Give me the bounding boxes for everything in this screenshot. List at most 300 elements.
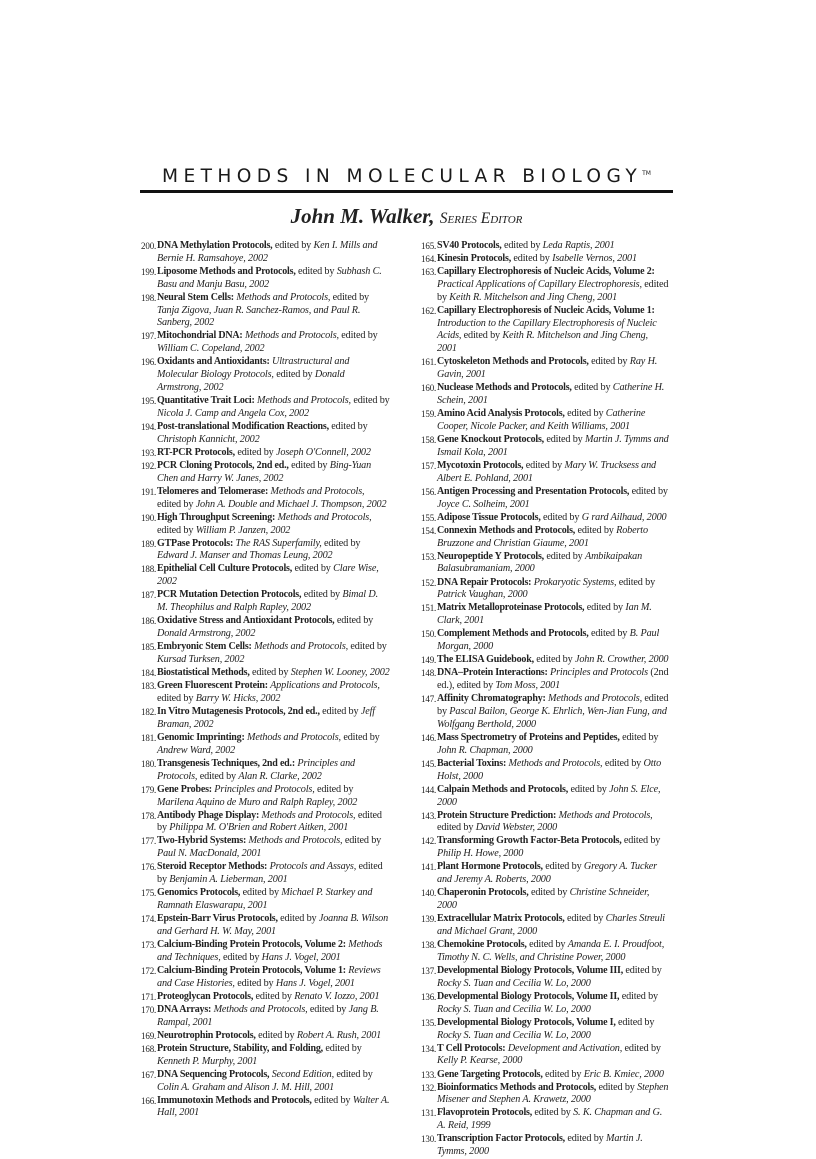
- book-editors: Clare Wise, 2002: [157, 563, 379, 588]
- book-subtitle: Methods and Protocols,: [246, 835, 343, 847]
- book-editors: William P. Janzen, 2002: [195, 524, 291, 536]
- volume-number: 173.: [141, 940, 157, 951]
- book-editors: Barry W. Hicks, 2002: [195, 692, 281, 704]
- book-entry: [422, 602, 670, 628]
- edited-by-text: edited by: [564, 913, 606, 925]
- book-entry: [422, 758, 670, 784]
- book-editors: Roberto Bruzzone and Christian Giaume, 2001: [437, 524, 648, 549]
- book-editors: Pascal Bailon, George K. Ehrlich, Wen-Jian Fung, and Wolfgang Berthold, 2000: [437, 706, 667, 730]
- book-entry: [142, 861, 390, 887]
- book-editors: Philippa M. O'Brien and Robert Aitken, 2001: [169, 822, 349, 834]
- book-entry: [142, 447, 390, 460]
- book-editors: John A. Double and Michael J. Thompson, 2002: [195, 498, 387, 510]
- book-title: Gene Knockout Protocols,: [437, 434, 544, 446]
- book-subtitle: Practical Applications of Capillary Electrophoresis,: [437, 278, 642, 290]
- book-entry: [142, 706, 390, 732]
- book-editors: Renato V. Iozzo, 2001: [294, 990, 380, 1002]
- book-editors: Rocky S. Tuan and Cecilia W. Lo, 2000: [437, 1029, 591, 1041]
- book-editors: Catherine H. Schein, 2001: [437, 382, 665, 407]
- book-subtitle: Principles and Protocols: [547, 667, 648, 679]
- volume-number: 143.: [421, 810, 437, 821]
- book-editors: Leda Raptis, 2001: [542, 240, 615, 251]
- book-editors: Benjamin A. Lieberman, 2001: [169, 874, 288, 886]
- edited-by-text: edited by: [621, 835, 661, 847]
- book-title: Cytoskeleton Methods and Protocols,: [437, 356, 589, 368]
- book-editors: Kenneth P. Murphy, 2001: [157, 1055, 258, 1067]
- volume-number: 187.: [141, 590, 157, 601]
- edited-by-text: edited by: [615, 1016, 655, 1028]
- book-title: Oxidants and Antioxidants:: [157, 356, 270, 368]
- book-editors: Philip H. Howe, 2000: [437, 848, 524, 860]
- book-entry: [142, 641, 390, 667]
- volume-number: 133.: [421, 1069, 437, 1080]
- volume-number: 177.: [141, 836, 157, 847]
- book-entry: [142, 589, 390, 615]
- edited-by-text: edited by: [273, 369, 315, 381]
- book-editors: Joseph O'Connell, 2002: [276, 446, 371, 458]
- edited-by-text: edited by: [301, 589, 343, 601]
- book-subtitle: Reviews and Case Histories,: [157, 964, 381, 989]
- edited-by-text: (2nd ed.), edited by: [437, 667, 669, 692]
- book-entry: [422, 408, 670, 434]
- book-entry: [142, 266, 390, 292]
- edited-by-text: edited by: [249, 667, 291, 679]
- edited-by-text: edited by: [234, 446, 276, 458]
- book-editors: Patrick Vaughan, 2000: [437, 589, 528, 601]
- book-title: Telomeres and Telomerase:: [157, 485, 269, 497]
- volume-number: 153.: [421, 551, 437, 562]
- volume-number: 140.: [421, 888, 437, 899]
- book-subtitle: Principles and Protocols,: [211, 783, 315, 795]
- book-editors: Stephen Misener and Stephen A. Krawetz, 2000: [437, 1081, 669, 1106]
- book-editors: Keith R. Mitchelson and Jing Cheng, 2001: [437, 330, 648, 355]
- volume-number: 159.: [421, 409, 437, 420]
- edited-by-text: edited by: [596, 1081, 638, 1093]
- volume-number: 164.: [421, 254, 437, 265]
- edited-by-text: edited by: [437, 278, 669, 303]
- edited-by-text: edited by: [568, 783, 610, 795]
- book-title: Bioinformatics Methods and Protocols,: [437, 1081, 597, 1093]
- edited-by-text: edited by: [350, 395, 390, 407]
- book-entry: [422, 810, 670, 836]
- book-title: RT-PCR Protocols,: [157, 446, 235, 458]
- book-entry: [142, 486, 390, 512]
- book-subtitle: Methods and Protocols,: [251, 641, 349, 653]
- book-entry: [422, 512, 670, 525]
- book-entry: [422, 913, 670, 939]
- book-entry: [142, 615, 390, 641]
- book-title: Flavoprotein Protocols,: [437, 1107, 533, 1119]
- series-title: [140, 166, 673, 187]
- book-subtitle: Applications and Protocols,: [267, 680, 380, 692]
- volume-number: 192.: [141, 460, 157, 471]
- volume-number: 180.: [141, 758, 157, 769]
- edited-by-text: edited by: [311, 1094, 353, 1106]
- book-editors: Tanja Zigova, Juan R. Sanchez-Ramos, and Paul R. Sanberg, 2002: [157, 304, 361, 329]
- edited-by-text: edited by: [437, 693, 669, 718]
- edited-by-text: edited by: [328, 420, 368, 432]
- edited-by-text: edited by: [511, 253, 553, 265]
- book-editors: Andrew Ward, 2002: [157, 744, 236, 756]
- trademark-mark: TM: [642, 169, 651, 177]
- book-title: Proteoglycan Protocols,: [157, 990, 254, 1002]
- book-subtitle: Methods and Protocols,: [545, 693, 642, 705]
- book-entry: [422, 486, 670, 512]
- book-title: Plant Hormone Protocols,: [437, 861, 543, 873]
- book-title: Adipose Tissue Protocols,: [437, 511, 541, 523]
- book-editors: Ken I. Mills and Bernie H. Ramsahoye, 2002: [157, 240, 378, 264]
- book-entry: [142, 680, 390, 706]
- volume-number: 186.: [141, 616, 157, 627]
- book-editors: Rocky S. Tuan and Cecilia W. Lo, 2000: [437, 1003, 591, 1015]
- book-entry: [142, 292, 390, 330]
- book-editors: Colin A. Graham and Alison J. M. Hill, 2001: [157, 1081, 335, 1093]
- book-subtitle: Methods and Protocols,: [259, 809, 356, 821]
- book-editors: John R. Chapman, 2000: [437, 744, 533, 756]
- book-editors: Donald Armstrong, 2002: [157, 369, 345, 393]
- book-title: Developmental Biology Protocols, Volume I,: [437, 1016, 616, 1028]
- edited-by-text: edited by: [157, 692, 196, 704]
- book-entry: [142, 1043, 390, 1069]
- book-entry: [422, 1107, 670, 1133]
- volume-number: 200.: [141, 241, 157, 251]
- volume-number: 150.: [421, 629, 437, 640]
- book-title: Liposome Methods and Protocols,: [157, 265, 296, 277]
- book-editors: Edward J. Manser and Thomas Leung, 2002: [157, 550, 333, 562]
- volume-number: 142.: [421, 836, 437, 847]
- book-subtitle: Methods and Techniques,: [157, 939, 383, 963]
- book-title: Immunotoxin Methods and Protocols,: [157, 1094, 312, 1106]
- book-entry: [142, 563, 390, 589]
- book-title: Genomics Protocols,: [157, 887, 241, 899]
- book-entry: [142, 538, 390, 564]
- edited-by-text: edited by: [564, 1133, 607, 1145]
- book-entry: [142, 887, 390, 913]
- edited-by-text: edited by: [288, 459, 330, 471]
- book-editors: Bimal D. M. Theophilus and Ralph Rapley, 2002: [157, 589, 378, 614]
- book-title: Affinity Chromatography:: [437, 693, 546, 705]
- volume-number: 184.: [141, 668, 157, 679]
- book-title: Connexin Methods and Protocols,: [437, 524, 576, 536]
- book-editors: Walter A. Hall, 2001: [157, 1094, 390, 1119]
- book-title: Antibody Phage Display:: [157, 809, 260, 821]
- book-title: Gene Targeting Protocols,: [437, 1068, 543, 1080]
- book-entry: [422, 939, 670, 965]
- book-title: Biostatistical Methods,: [157, 667, 250, 679]
- book-editors: Keith R. Mitchelson and Jing Cheng, 2001: [449, 291, 618, 303]
- book-editors: Nicola J. Camp and Angela Cox, 2002: [157, 407, 309, 419]
- edited-by-text: edited by: [543, 434, 586, 446]
- edited-by-text: edited by: [330, 291, 369, 303]
- book-title: Quantitative Trait Loci:: [157, 395, 255, 407]
- volume-number: 175.: [141, 888, 157, 899]
- book-title: Genomic Imprinting:: [157, 731, 245, 743]
- volume-number: 138.: [421, 940, 437, 951]
- book-editors: David Webster, 2000: [475, 822, 558, 834]
- edited-by-text: edited by: [157, 809, 382, 834]
- book-editors: Bing-Yuan Chen and Harry W. Janes, 2002: [157, 459, 372, 484]
- book-entry: [142, 758, 390, 784]
- book-title: Steroid Receptor Methods:: [157, 861, 268, 873]
- volume-number: 131.: [421, 1108, 437, 1119]
- book-editors: Kursad Turksen, 2002: [157, 653, 245, 665]
- book-editors: Martin J. Tymms, 2000: [437, 1133, 643, 1158]
- volume-number: 198.: [141, 292, 157, 303]
- edited-by-text: edited by: [307, 1003, 349, 1015]
- volume-number: 158.: [421, 435, 437, 446]
- edited-by-text: edited by: [253, 990, 295, 1002]
- book-editors: Christine Schneider, 2000: [437, 887, 650, 912]
- volume-number: 190.: [141, 512, 157, 523]
- book-title: Epstein-Barr Virus Protocols,: [157, 913, 278, 925]
- book-entry: [142, 784, 390, 810]
- volume-number: 178.: [141, 810, 157, 821]
- edited-by-text: edited by: [564, 408, 606, 420]
- book-entry: [422, 861, 670, 887]
- book-subtitle: The RAS Superfamily,: [233, 537, 322, 549]
- series-editor: [140, 204, 673, 229]
- book-title: Matrix Metalloproteinase Protocols,: [437, 602, 585, 614]
- book-title: Protein Structure, Stability, and Folding,: [157, 1042, 323, 1054]
- volume-number: 168.: [141, 1043, 157, 1054]
- volume-number: 179.: [141, 784, 157, 795]
- volume-number: 193.: [141, 447, 157, 458]
- edited-by-text: edited by: [333, 1068, 373, 1080]
- edited-by-text: edited by: [240, 887, 282, 899]
- book-title: Transgenesis Techniques, 2nd ed.:: [157, 757, 295, 769]
- book-entry: [422, 835, 670, 861]
- edited-by-text: edited by: [523, 459, 565, 471]
- book-title: Calcium-Binding Protein Protocols, Volume 2:: [157, 939, 346, 951]
- volume-number: 196.: [141, 357, 157, 368]
- volume-number: 160.: [421, 383, 437, 394]
- book-entry: [142, 939, 390, 965]
- edited-by-text: edited by: [348, 641, 387, 653]
- book-editors: Otto Holst, 2000: [437, 757, 662, 782]
- volume-number: 156.: [421, 486, 437, 497]
- edited-by-text: edited by: [292, 563, 334, 575]
- volume-number: 149.: [421, 655, 437, 666]
- book-entry: [422, 887, 670, 913]
- book-subtitle: Methods and Protocols,: [244, 731, 341, 743]
- volume-number: 170.: [141, 1004, 157, 1015]
- book-entry: [422, 628, 670, 654]
- book-entry: [422, 991, 670, 1017]
- edited-by-text: edited by: [623, 964, 662, 976]
- book-subtitle: Second Edition,: [269, 1068, 334, 1080]
- book-editors: Ian M. Clark, 2001: [437, 602, 652, 627]
- book-entry: [422, 577, 670, 603]
- book-subtitle: Methods and Protocols,: [211, 1003, 308, 1015]
- edited-by-text: edited by: [528, 887, 570, 899]
- volume-number: 152.: [421, 577, 437, 588]
- edited-by-text: edited by: [540, 511, 582, 523]
- book-title: DNA Methylation Protocols,: [157, 240, 273, 251]
- volume-number: 137.: [421, 965, 437, 976]
- book-editors: B. Paul Morgan, 2000: [437, 628, 660, 653]
- volume-number: 176.: [141, 862, 157, 873]
- edited-by-text: edited by: [234, 977, 276, 989]
- book-subtitle: Protocols and Assays,: [267, 861, 357, 873]
- book-editors: John S. Elce, 2000: [437, 783, 661, 808]
- book-editors: Jang B. Rampal, 2001: [157, 1003, 379, 1028]
- book-title: Transforming Growth Factor-Beta Protocols,: [437, 835, 622, 847]
- book-entry: [422, 240, 670, 253]
- volume-number: 171.: [141, 991, 157, 1002]
- volume-number: 146.: [421, 732, 437, 743]
- book-editors: Gregory A. Tucker and Jeremy A. Roberts, 2000: [437, 861, 657, 886]
- book-entry: [422, 667, 670, 693]
- editor-role: Series Editor: [439, 210, 523, 227]
- book-title: Extracellular Matrix Protocols,: [437, 913, 565, 925]
- edited-by-text: edited by: [575, 524, 617, 536]
- book-title: T Cell Protocols:: [437, 1042, 506, 1054]
- book-subtitle: Introduction to the Capillary Electrophoresis of Nucleic Acids,: [437, 317, 657, 342]
- book-editors: Ray H. Gavin, 2001: [437, 356, 658, 381]
- book-title: Epithelial Cell Culture Protocols,: [157, 563, 293, 575]
- volume-number: 145.: [421, 758, 437, 769]
- edited-by-text: edited by: [197, 770, 239, 782]
- book-title: DNA Arrays:: [157, 1003, 212, 1015]
- book-subtitle: Ultrastructural and Molecular Biology Protocols,: [157, 356, 350, 381]
- book-entry: [422, 784, 670, 810]
- book-subtitle: Methods and Protocols,: [268, 485, 365, 497]
- book-entry: [422, 253, 670, 266]
- book-title: GTPase Protocols:: [157, 537, 234, 549]
- book-title: PCR Mutation Detection Protocols,: [157, 589, 302, 601]
- volume-number: 161.: [421, 357, 437, 368]
- book-editors: Mary W. Trucksess and Albert E. Pohland, 2001: [437, 459, 656, 484]
- book-title: DNA–Protein Interactions:: [437, 667, 548, 679]
- volume-number: 167.: [141, 1069, 157, 1080]
- volume-number: 189.: [141, 538, 157, 549]
- book-title: Capillary Electrophoresis of Nucleic Acids, Volume 2:: [437, 266, 655, 278]
- edited-by-text: edited by: [220, 951, 262, 963]
- book-entry: [142, 991, 390, 1004]
- book-title: SV40 Protocols,: [437, 240, 502, 251]
- edited-by-text: edited by: [543, 550, 586, 562]
- edited-by-text: edited by: [342, 835, 382, 847]
- edited-by-text: edited by: [321, 537, 361, 549]
- edited-by-text: edited by: [588, 628, 630, 640]
- book-entry: [422, 732, 670, 758]
- book-subtitle: Methods and Protocols,: [275, 511, 372, 523]
- book-subtitle: Methods and Protocols,: [233, 291, 331, 303]
- book-editors: S. K. Chapman and G. A. Reid, 1999: [437, 1107, 663, 1132]
- book-editors: Michael P. Starkey and Ramnath Elaswarapu, 2001: [157, 887, 373, 912]
- book-entry: [422, 1082, 670, 1108]
- volume-number: 188.: [141, 564, 157, 575]
- book-entry: [142, 356, 390, 394]
- book-entry: [142, 1069, 390, 1095]
- book-title: Calpain Methods and Protocols,: [437, 783, 569, 795]
- volume-number: 154.: [421, 525, 437, 536]
- book-entry: [142, 395, 390, 421]
- book-editors: Tom Moss, 2001: [495, 680, 561, 692]
- volume-number: 139.: [421, 914, 437, 925]
- book-subtitle: Development and Activation,: [505, 1042, 623, 1054]
- book-entry: [422, 1043, 670, 1069]
- edited-by-text: edited by: [319, 706, 361, 718]
- volume-number: 132.: [421, 1082, 437, 1093]
- book-title: The ELISA Guidebook,: [437, 654, 534, 666]
- book-entry: [142, 1030, 390, 1043]
- book-editors: Joyce C. Solheim, 2001: [437, 498, 530, 510]
- book-title: Two-Hybrid Systems:: [157, 835, 247, 847]
- edited-by-text: edited by: [619, 990, 659, 1002]
- book-title: Embryonic Stem Cells:: [157, 641, 252, 653]
- book-entry: [142, 1004, 390, 1030]
- volume-number: 165.: [421, 241, 437, 251]
- book-editors: Hans J. Vogel, 2001: [275, 977, 355, 989]
- book-entry: [142, 240, 390, 266]
- volume-number: 151.: [421, 603, 437, 614]
- book-title: DNA Sequencing Protocols,: [157, 1068, 270, 1080]
- book-entry: [142, 835, 390, 861]
- book-editors: Alan R. Clarke, 2002: [238, 770, 322, 782]
- book-title: Kinesin Protocols,: [437, 253, 511, 265]
- book-entry: [422, 356, 670, 382]
- book-editors: Joanna B. Wilson and Gerhard H. W. May, 2001: [157, 913, 389, 937]
- book-editors: Paul N. MacDonald, 2001: [157, 848, 262, 860]
- edited-by-text: edited by: [526, 939, 568, 951]
- book-entry: [422, 460, 670, 486]
- book-editors: Donald Armstrong, 2002: [157, 628, 256, 640]
- volume-number: 194.: [141, 421, 157, 432]
- book-title: Nuclease Methods and Protocols,: [437, 382, 572, 394]
- book-title: Capillary Electrophoresis of Nucleic Acids, Volume 1:: [437, 304, 655, 316]
- edited-by-text: edited by: [314, 783, 354, 795]
- book-title: Chaperonin Protocols,: [437, 887, 529, 899]
- book-editors: Stephen W. Looney, 2002: [290, 667, 390, 679]
- book-title: High Throughput Screening:: [157, 511, 276, 523]
- edited-by-text: edited by: [157, 524, 196, 536]
- book-entry: [422, 1069, 670, 1082]
- series-title-text: METHODS IN MOLECULAR BIOLOGY: [162, 166, 643, 187]
- volume-number: 174.: [141, 914, 157, 925]
- book-title: Chemokine Protocols,: [437, 939, 527, 951]
- edited-by-text: edited by: [532, 1107, 574, 1119]
- volume-number: 147.: [421, 694, 437, 705]
- edited-by-text: edited by: [255, 1029, 297, 1041]
- edited-by-text: edited by: [340, 731, 380, 743]
- volume-number: 183.: [141, 681, 157, 692]
- right-column: [422, 240, 670, 1159]
- edited-by-text: edited by: [272, 240, 314, 251]
- book-entry: [142, 810, 390, 836]
- book-title: Amino Acid Analysis Protocols,: [437, 408, 565, 420]
- book-title: Mitochondrial DNA:: [157, 330, 243, 342]
- title-rule: [140, 190, 673, 193]
- book-subtitle: Methods and Protocols,: [242, 330, 339, 342]
- edited-by-text: edited by: [437, 822, 476, 834]
- book-editors: Christoph Kannicht, 2002: [157, 433, 260, 445]
- volume-number: 166.: [141, 1095, 157, 1106]
- book-entry: [422, 1133, 670, 1159]
- book-entry: [142, 1095, 390, 1121]
- volume-number: 195.: [141, 396, 157, 407]
- book-entry: [142, 512, 390, 538]
- volume-number: 163.: [421, 267, 437, 278]
- book-editors: Martin J. Tymms and Ismail Kola, 2001: [437, 434, 669, 458]
- book-entry: [142, 421, 390, 447]
- volume-number: 199.: [141, 266, 157, 277]
- volume-number: 181.: [141, 732, 157, 743]
- edited-by-text: edited by: [157, 861, 383, 886]
- book-entry: [422, 434, 670, 460]
- volume-number: 157.: [421, 460, 437, 471]
- edited-by-text: edited by: [571, 382, 613, 394]
